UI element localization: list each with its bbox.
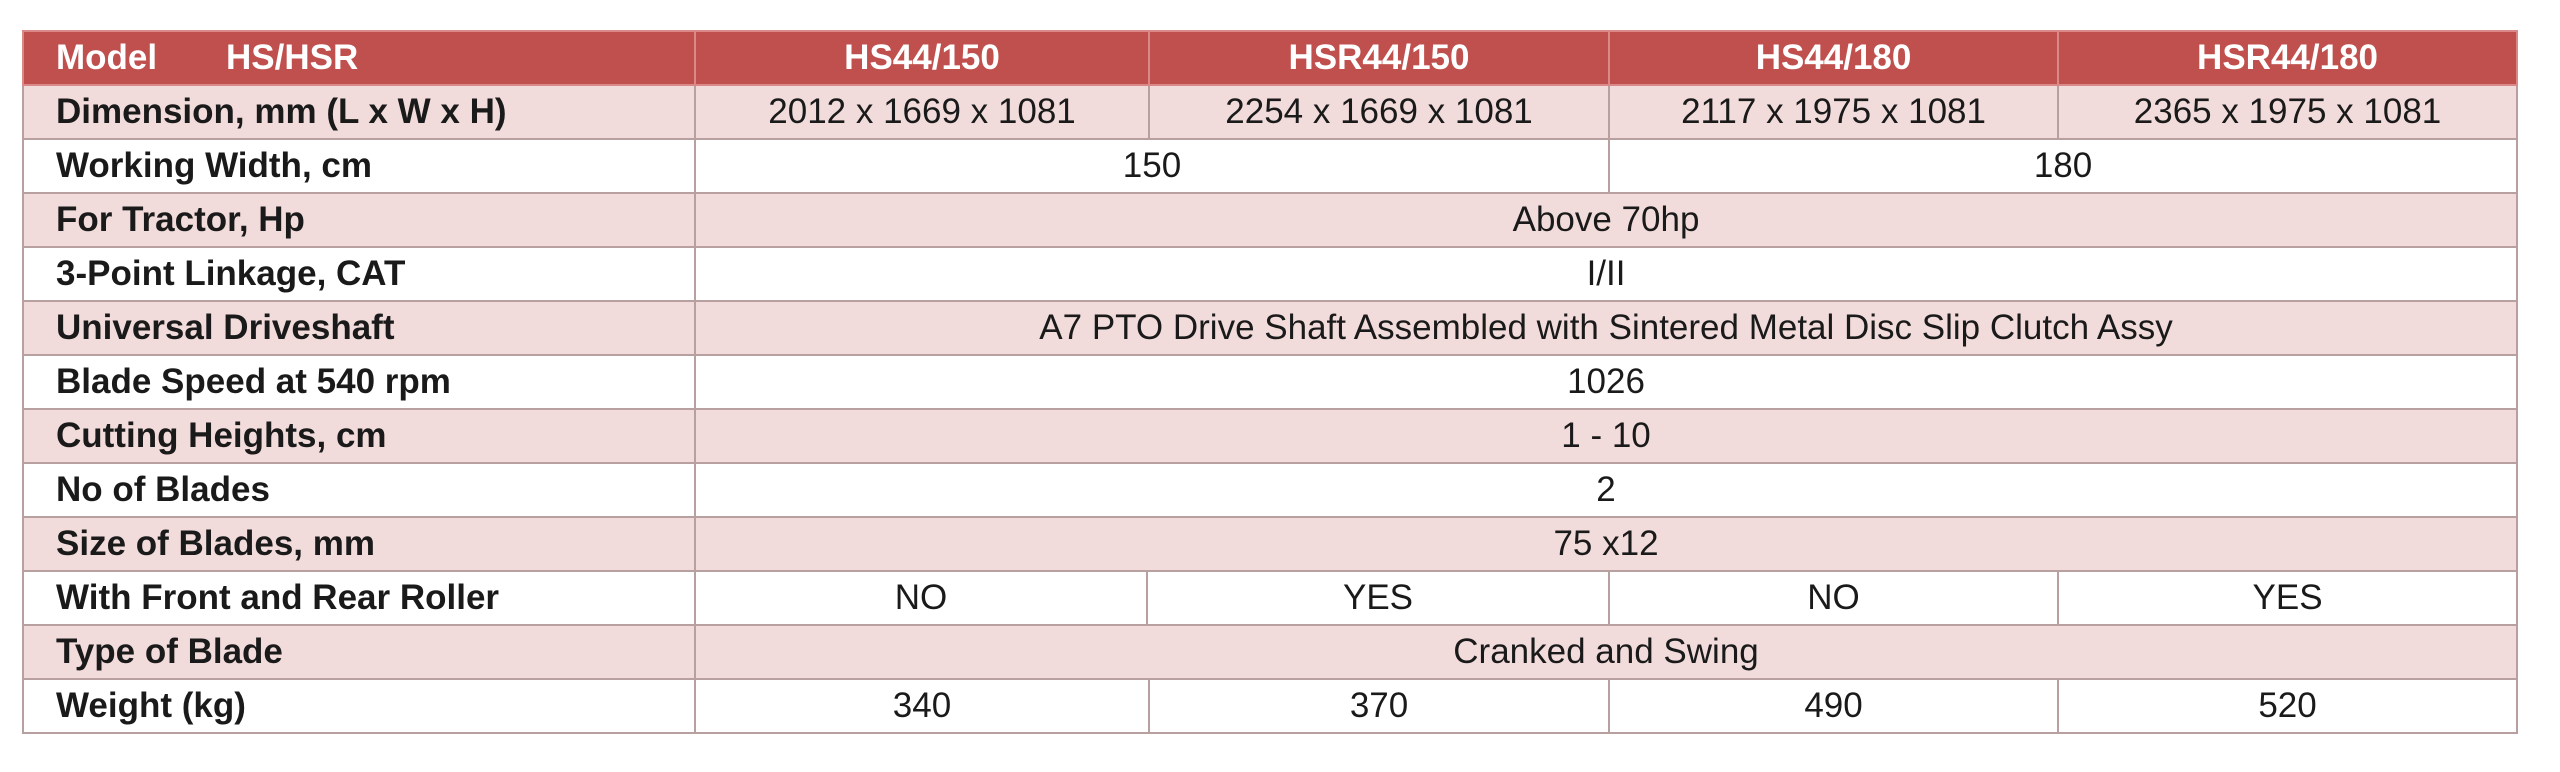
table-cell: 1026	[695, 355, 2517, 409]
header-model-4: HSR44/180	[2058, 31, 2517, 85]
table-cell: NO	[695, 571, 1147, 625]
table-cell: 520	[2058, 679, 2517, 733]
table-cell: YES	[1147, 571, 1609, 625]
table-cell: 150	[695, 139, 1609, 193]
row-label: Weight (kg)	[23, 679, 695, 733]
row-label: Working Width, cm	[23, 139, 695, 193]
row-label: No of Blades	[23, 463, 695, 517]
header-model-1: HS44/150	[695, 31, 1149, 85]
table-cell: 340	[695, 679, 1149, 733]
specification-table	[22, 30, 2518, 734]
header-row	[23, 31, 2517, 85]
table-cell: 2117 x 1975 x 1081	[1609, 85, 2058, 139]
row-label: 3-Point Linkage, CAT	[23, 247, 695, 301]
table-row-blade-type	[23, 625, 2517, 679]
row-label: Cutting Heights, cm	[23, 409, 695, 463]
header-model-3: HS44/180	[1609, 31, 2058, 85]
table-cell: 2254 x 1669 x 1081	[1149, 85, 1609, 139]
series-label: HS/HSR	[226, 38, 359, 77]
model-label: Model	[56, 38, 158, 77]
table-row-cutting-heights	[23, 409, 2517, 463]
row-label: For Tractor, Hp	[23, 193, 695, 247]
table-row-blade-speed	[23, 355, 2517, 409]
table-cell: Above 70hp	[695, 193, 2517, 247]
table-row-linkage	[23, 247, 2517, 301]
row-label: Type of Blade	[23, 625, 695, 679]
table-row-no-blades	[23, 463, 2517, 517]
table-cell: 75 x12	[695, 517, 2517, 571]
table-row-roller	[23, 571, 2517, 625]
table-cell: Cranked and Swing	[695, 625, 2517, 679]
table-row-driveshaft	[23, 301, 2517, 355]
table-cell: 180	[1609, 139, 2517, 193]
row-label: Blade Speed at 540 rpm	[23, 355, 695, 409]
table-cell: 2012 x 1669 x 1081	[695, 85, 1149, 139]
table-cell: 2	[695, 463, 2517, 517]
row-label: Universal Driveshaft	[23, 301, 695, 355]
table-cell: YES	[2058, 571, 2517, 625]
table-row-dimension	[23, 85, 2517, 139]
table-row-tractor	[23, 193, 2517, 247]
row-label: Size of Blades, mm	[23, 517, 695, 571]
table-row-weight	[23, 679, 2517, 733]
header-model-cell	[23, 31, 695, 85]
header-model-2: HSR44/150	[1149, 31, 1609, 85]
table-row-blade-size	[23, 517, 2517, 571]
table-row-working-width	[23, 139, 2517, 193]
table-cell: 490	[1609, 679, 2058, 733]
table-cell: A7 PTO Drive Shaft Assembled with Sintered Metal Disc Slip Clutch Assy	[695, 301, 2517, 355]
table-cell: 1 - 10	[695, 409, 2517, 463]
table-cell: 2365 x 1975 x 1081	[2058, 85, 2517, 139]
table-cell: NO	[1609, 571, 2058, 625]
row-label: Dimension, mm (L x W x H)	[23, 85, 695, 139]
table-cell: I/II	[695, 247, 2517, 301]
table-cell: 370	[1149, 679, 1609, 733]
row-label: With Front and Rear Roller	[23, 571, 695, 625]
